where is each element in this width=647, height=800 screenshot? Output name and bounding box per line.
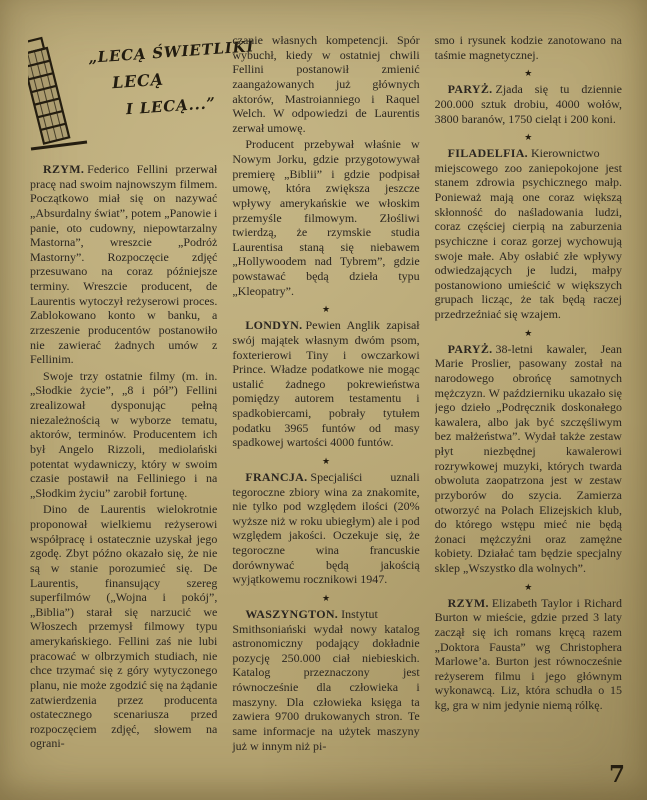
news-item	[435, 596, 622, 713]
article-paragraph	[30, 369, 217, 501]
item-separator-star-icon: ★	[321, 592, 331, 603]
paragraph-text: Pewien Anglik zapisał swój majątek własnym dwóm psom, foxterierowi Tiny i owczarkowi Prince. Władze podatkowe nie mogąc ustalić żadnego pokrewieństwa pomiędzy autorem testamentu i spadkobiercami, pobrały tytułem podatku 3965 funtów od masy spadkowej wartości 4000 funtów.	[232, 318, 420, 450]
dateline: PARYŻ.	[447, 82, 493, 97]
item-separator-star-icon: ★	[524, 132, 533, 143]
dateline: RZYM.	[43, 162, 85, 176]
text-column-3	[435, 33, 622, 790]
item-separator-star-icon: ★	[321, 304, 331, 315]
paragraph-text: Zjada się tu dziennie 200.000 sztuk drobiu, 4000 wołów, 3800 baranów, 1750 cieląt i 200 koni.	[434, 82, 622, 126]
dateline: RZYM.	[447, 595, 489, 610]
page-number: 7	[608, 761, 625, 788]
article-paragraph	[30, 502, 217, 751]
article-paragraph	[232, 137, 419, 298]
news-item	[232, 318, 419, 450]
paragraph-text: Producent przebywał właśnie w Nowym Jorku, gdzie przygotowywał premierę „Biblii” i gdzie podpisał umowę, która zwiększa jeszcze wpływy amerykańskie we włoskim przemyśle filmowym. Złośliwi twierdzą, że rzymskie studia Laurentisa staną się niebawem „Hollywoodem nad Tybrem”, gdzie powstawać będą dzieła typu „Kleopatry”.	[232, 137, 420, 298]
article-paragraph	[232, 33, 419, 135]
news-item	[30, 162, 217, 367]
paragraph-text: Kierownictwo miejscowego zoo zaniepokojone jest stanem zdrowia psychicznego małp. Ponieważ mają one coraz większą skłonność do naśladowania ludzi, coraz częściej cierpią na zaburzenia psychiczne i coraz gorzej wychowują swoje małe. Aby osłabić złe wpływy odwiedzających je ludzi, małpy postanowiono umieścić w większych grupach licząc, że tak będą raczej przedrzeźniać się wzajem.	[434, 146, 622, 321]
paragraph-text: Instytut Smithsoniański wydał nowy katalog astronomiczny podający dokładnie pozycję 250.000 ciał niebieskich. Katalog przeznaczony jest równocześnie dla człowieka i maszyny. Dla człowieka księga ta zawiera 9700 drukowanych stron. Te same informacje na użytek maszyny już w innym niż pi-	[232, 606, 420, 753]
paragraph-text: czanie własnych kompetencji. Spór wybuchł, kiedy w ostatniej chwili Fellini postanowił zmienić zaangażowanych już głównych aktorów, Mastroianniego i Raquel Welch. W odpowiedzi de Laurentis zerwał umowę.	[232, 33, 420, 135]
dateline: FILADELFIA.	[447, 146, 528, 161]
news-item	[435, 82, 622, 126]
item-separator-star-icon: ★	[321, 455, 331, 466]
paragraph-text: 38-letni kawaler, Jean Marie Proslier, pasowany został na narodowego obrońcę samotnych mężczyzn. W październiku ukazało się jego dzieło „Podręcznik doskonałego kawalera, albo jak być szczęśliwym bez małżeństwa”. Wydał także zestaw płyt niezbędnej kawalerowi rozrywkowej muzyki, których twarda obwoluta zaopatrzona jest w zestaw przyborów do szycia. Zamierza otworzyć na Polach Elizejskich klub, do którego wstępu mieć nie będą żonaci mężczyźni oraz zamężne kobiety. Działać tam będzie specjalny sklep „Wszystko dla wolnych”.	[434, 341, 622, 575]
paragraph-text: Specjaliści uznali tegoroczne zbiory wina za znakomite, nie tylko pod względem ilości (20% wyższe niż w roku ubiegłym) ale i pod względem jakości. Oczekuje się, że tegoroczne wina francuskie dorównywać będą jakością wyjątkowemu rocznikowi 1947.	[232, 469, 420, 587]
text-column-1	[30, 33, 217, 790]
dateline: PARYŻ.	[447, 341, 493, 356]
news-item	[232, 607, 419, 753]
dateline: WASZYNGTON.	[245, 606, 339, 621]
paragraph-text: Dino de Laurentis wielokrotnie proponował wielkiemu reżyserowi współpracę i ostatecznie uzyskał jego zgodę. Zbyt późno okazało się, że nie są w stanie porozumieć się. De Laurentis, finansujący szereg superfilmów („Wojna i pokój”, „Biblia”) starał się narzucić we Włoszech przemysł filmowy typu amerykańskiego. Fellini zaś nie lubi pracować w olbrzymich studiach, nie chce trzymać się z góry wytyczonego planu, nie może zgodzić się na żądanie zatwierdzenia przez producenta ostatecznego scenariusza przed rozpoczęciem zdjęć, słowem na ograni-	[30, 502, 218, 751]
paragraph-text: Federico Fellini przerwał pracę nad swoim najnowszym filmem. Początkowo miał się on nazywać „Absurdalny świat”, potem „Panowie i panie, oto cudowny, niepowtarzalny Mastorna”, wreszcie „Podróż Mastorny”. Rozpoczęcie zdjęć przesuwano na coraz późniejsze terminy. Wreszcie producent, de Laurentis wytoczył reżyserowi proces. Zablokowano konto w banku, a zrzeszenie producentów postanowiło nie zawierać żadnych umów z Fellinim.	[30, 162, 218, 367]
news-item	[435, 146, 622, 322]
feature-title-line-2: LECĄ	[111, 69, 165, 93]
news-item	[435, 342, 622, 576]
feature-title-line-1: „LECĄ ŚWIETLIKI	[87, 37, 255, 67]
news-item	[232, 470, 419, 587]
paragraph-text: smo i rysunek kodzie zanotowano na taśmie magnetycznej.	[434, 33, 622, 62]
feature-title-line-3: I LECĄ...”	[125, 94, 217, 119]
paragraph-text: Swoje trzy ostatnie filmy (m. in. „Słodkie życie”, „8 i pół”) Fellini zrealizował dysponując pełną niezależnością w wyborze tematu, aktorów, terminów. Producentem ich był Angelo Rizzoli, mediolański potentat wydawniczy, który w swoim czasie postawił na Felliniego i na „Słodkim życiu” zarobił fortunę.	[30, 368, 218, 500]
item-separator-star-icon: ★	[524, 581, 533, 592]
text-column-2	[232, 33, 419, 790]
item-separator-star-icon: ★	[524, 327, 533, 338]
paragraph-text: Elizabeth Taylor i Richard Burton w mieście, gdzie przed 3 laty zaczął się ich romans kręcą razem „Doktora Fausta” wg Christophera Marlowe’a. Burton jest równocześnie reżyserem filmu i jego głównym wykonawcą. Liz, która schudła o 15 kg, gra w nim jedynie niemą rólkę.	[434, 595, 622, 712]
dateline: FRANCJA.	[245, 469, 308, 484]
article-columns	[30, 33, 622, 790]
article-paragraph	[435, 33, 622, 62]
dateline: LONDYN.	[245, 318, 303, 333]
item-separator-star-icon: ★	[524, 68, 533, 79]
